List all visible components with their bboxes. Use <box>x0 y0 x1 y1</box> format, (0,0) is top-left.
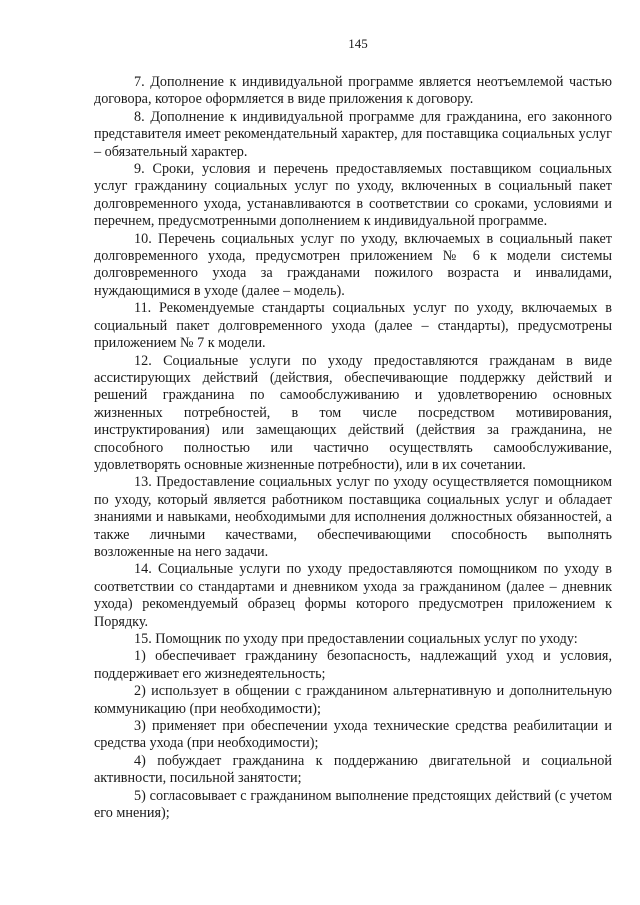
paragraph-9: 9. Сроки, условия и перечень предоставляемых поставщиком социальных услуг гражданину социальных услуг по уходу, включенных в социальный пакет долговременного ухода, устанавливаются в соответствии со сроками, условиями и перечнем, предусмотренными дополнением к индивидуальной программе. <box>94 161 612 230</box>
list-item-5: 5) согласовывает с гражданином выполнение предстоящих действий (с учетом его мнения); <box>94 787 612 822</box>
paragraph-11: 11. Рекомендуемые стандарты социальных услуг по уходу, включаемых в социальный пакет долговременного ухода (далее – стандарты), предусмотрены приложением № 7 к модели. <box>94 300 612 352</box>
list-item-2: 2) использует в общении с гражданином альтернативную и дополнительную коммуникацию (при необходимости); <box>94 683 612 717</box>
paragraph-8: 8. Дополнение к индивидуальной программе для гражданина, его законного представителя имеет рекомендательный характер, для поставщика социальных услуг – обязательный характер. <box>94 108 612 160</box>
paragraph-12: 12. Социальные услуги по уходу предоставляются гражданам в виде ассистирующих действий (действия, обеспечивающие поддержку действий и решений гражданина по самообслуживанию и удовлетворению основных жизненных потребностей, в том числе посредством мотивирования, инструктирования) или замещающих действий (действия за гражданина, не способного полностью или частично осуществлять самообслуживание, удовлетворять основные жизненные потребности), или в их сочетании. <box>94 352 612 473</box>
paragraph-14: 14. Социальные услуги по уходу предоставляются помощником по уходу в соответствии со стандартами и дневником ухода за гражданином (далее – дневник ухода) рекомендуемый образец формы которого предусмотрен приложением к Порядку. <box>94 561 612 630</box>
list-item-4: 4) побуждает гражданина к поддержанию двигательной и социальной активности, посильной занятости; <box>94 752 612 787</box>
list-item-3: 3) применяет при обеспечении ухода технические средства реабилитации и средства ухода (при необходимости); <box>94 718 612 752</box>
paragraph-15: 15. Помощник по уходу при предоставлении социальных услуг по уходу: <box>134 631 578 647</box>
paragraph-13: 13. Предоставление социальных услуг по уходу осуществляется помощником по уходу, который является работником поставщика социальных услуг и обладает знаниями и навыками, необходимыми для исполнения должностных обязанностей, а также личными качествами, обеспечивающими способность выполнять возложенные на него задачи. <box>94 474 612 560</box>
paragraph-10: 10. Перечень социальных услуг по уходу, включаемых в социальный пакет долговременного ухода, предусмотрен приложением № 6 к модели системы долговременного ухода за гражданами пожилого возраста и инвалидами, нуждающимися в уходе (далее – модель). <box>94 230 612 299</box>
paragraph-7: 7. Дополнение к индивидуальной программе является неотъемлемой частью договора, которое оформляется в виде приложения к договору. <box>94 74 612 108</box>
list-item-1: 1) обеспечивает гражданину безопасность, надлежащий уход и условия, поддерживает его жизнедеятельность; <box>94 648 612 682</box>
page-number: 145 <box>348 36 368 51</box>
